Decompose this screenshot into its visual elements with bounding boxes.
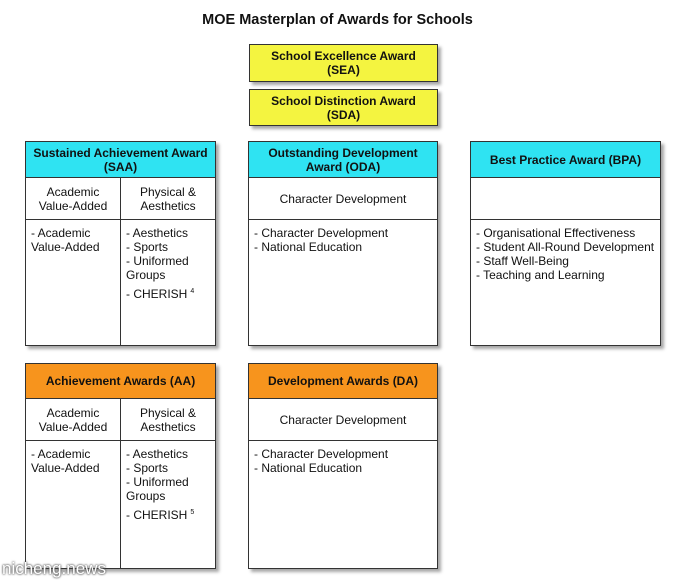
saa-col2-list bbox=[121, 220, 215, 345]
footnote-marker: 4 bbox=[190, 288, 195, 295]
sea-header bbox=[250, 45, 437, 81]
list-item: - Sports bbox=[126, 240, 169, 254]
aa-col1-list bbox=[26, 441, 121, 568]
bpa-header: Best Practice Award (BPA) bbox=[471, 142, 660, 178]
list-item: - Organisational Effectiveness bbox=[476, 226, 636, 240]
da-header: Development Awards (DA) bbox=[249, 364, 437, 399]
saa-col1-head: Academic Value-Added bbox=[26, 178, 121, 219]
aa-col1-head: Academic Value-Added bbox=[26, 399, 121, 440]
list-item: - CHERISH $^4$ bbox=[126, 287, 195, 301]
diagram-title: MOE Masterplan of Awards for Schools bbox=[202, 12, 473, 28]
list-item: - Aesthetics bbox=[126, 226, 189, 240]
bpa-list bbox=[471, 220, 660, 282]
aa-col2-head: Physical & Aesthetics bbox=[139, 405, 197, 434]
da-subheader: Character Development bbox=[249, 399, 437, 441]
sda-header bbox=[250, 90, 437, 125]
list-item: Value-Added bbox=[31, 461, 100, 475]
da-list bbox=[249, 441, 437, 475]
oda-label: Outstanding Development bbox=[268, 145, 418, 160]
saa-subheader-row bbox=[26, 178, 215, 220]
sda-abbr: (SDA) bbox=[326, 107, 361, 122]
saa-header bbox=[26, 142, 215, 178]
saa-box bbox=[25, 141, 216, 346]
list-item: - Uniformed bbox=[126, 475, 189, 489]
sea-abbr: (SEA) bbox=[327, 63, 360, 77]
list-item: - National Education bbox=[254, 461, 363, 475]
list-item: - National Education bbox=[254, 240, 363, 254]
list-item: Groups bbox=[126, 268, 166, 282]
list-item: - Academic bbox=[31, 447, 91, 461]
saa-label: Sustained Achievement Award bbox=[33, 145, 208, 160]
sea-label: School Excellence Award bbox=[271, 49, 416, 63]
oda-header bbox=[249, 142, 437, 178]
list-item: - Student All-Round Development bbox=[476, 240, 655, 254]
footnote-marker: 5 bbox=[190, 509, 195, 516]
list-item: - Sports bbox=[126, 461, 169, 475]
list-item: - Staff Well-Being bbox=[476, 254, 569, 268]
saa-items-row bbox=[26, 220, 215, 345]
saa-col2-head: Physical & Aesthetics bbox=[139, 184, 197, 213]
list-item: - Academic bbox=[31, 226, 91, 240]
list-item: - CHERISH $^5$ bbox=[126, 508, 195, 522]
saa-col1-list bbox=[26, 220, 121, 345]
list-item: - Teaching and Learning bbox=[476, 268, 605, 282]
oda-subheader: Character Development bbox=[249, 178, 437, 220]
bpa-box bbox=[470, 141, 661, 346]
list-item: - Uniformed bbox=[126, 254, 189, 268]
list-item: - Character Development bbox=[254, 226, 389, 240]
list-item: Groups bbox=[126, 489, 166, 503]
list-item: Value-Added bbox=[31, 240, 100, 254]
list-item: - Character Development bbox=[254, 447, 389, 461]
saa-abbr: (SAA) bbox=[103, 159, 138, 174]
watermark: nicheng.news bbox=[2, 559, 106, 578]
bpa-subheader-empty bbox=[471, 178, 660, 220]
aa-col2-list bbox=[121, 441, 215, 568]
aa-header: Achievement Awards (AA) bbox=[26, 364, 215, 399]
da-box bbox=[248, 363, 438, 569]
aa-box bbox=[25, 363, 216, 569]
sea-box bbox=[249, 44, 438, 82]
aa-items-row bbox=[26, 441, 215, 568]
oda-list bbox=[249, 220, 437, 254]
sda-label: School Distinction Award bbox=[271, 93, 416, 108]
oda-box bbox=[248, 141, 438, 346]
aa-subheader-row bbox=[26, 399, 215, 441]
sda-box bbox=[249, 89, 438, 126]
list-item: - Aesthetics bbox=[126, 447, 189, 461]
oda-abbr: Award (ODA) bbox=[305, 159, 381, 174]
